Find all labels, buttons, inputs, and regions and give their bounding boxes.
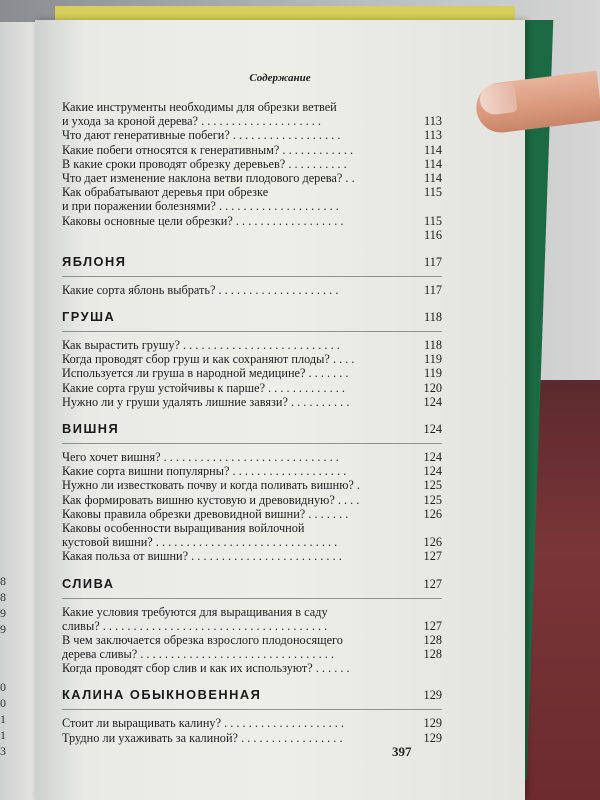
toc-entry-text: Каковы особенности выращивания войлочной xyxy=(62,520,305,535)
toc-entry-page: 117 xyxy=(424,282,442,297)
toc-entry-page: 124 xyxy=(423,464,442,479)
toc-entry-page: 119 xyxy=(424,352,442,367)
toc-entry-text: Как формировать вишню кустовую и древовидную? . . . . xyxy=(62,492,360,507)
toc-entry-text: сливы? . . . . . . . . . . . . . . . . . . . . . . . . . . . . . . . . . . . . . xyxy=(62,618,328,633)
toc-entry xyxy=(62,731,442,745)
toc-section-title: ГРУША xyxy=(62,309,116,325)
toc-entry-page: 128 xyxy=(423,647,442,662)
toc-entry-text: Трудно ли ухаживать за калиной? . . . . . . . . . . . . . . . . . xyxy=(62,730,343,745)
toc-entry xyxy=(62,549,442,563)
toc-entry xyxy=(62,619,442,633)
toc-entry-page: 114 xyxy=(424,170,442,185)
toc-entry xyxy=(62,157,442,171)
section-divider xyxy=(62,276,442,277)
toc-entry xyxy=(62,493,442,507)
toc-entry xyxy=(62,716,442,730)
toc-entry-page: 120 xyxy=(423,380,442,395)
toc-entry-text: Какие сорта груш устойчивы к парше? . . . . . . . . . . . . . xyxy=(62,380,345,395)
toc-entry-text: Каковы основные цели обрезки? . . . . . . . . . . . . . . . . . . xyxy=(62,213,344,228)
toc-entry-text: и ухода за кроной дерева? . . . . . . . . . . . . . . . . . . . . xyxy=(62,114,321,129)
toc-entry-page: 119 xyxy=(424,366,442,381)
toc-entry-text: Каковы правила обрезки древовидной вишни? . . . . . . . xyxy=(62,506,349,521)
toc-entry-text: Используется ли груша в народной медицине? . . . . . . . xyxy=(62,366,349,381)
toc-section-page: 124 xyxy=(423,422,442,436)
toc-entry-text: Какая польза от вишни? . . . . . . . . . . . . . . . . . . . . . . . . . xyxy=(62,549,342,564)
toc-section-title: КАЛИНА ОБЫКНОВЕННАЯ xyxy=(62,687,262,703)
toc-entry-text: Чего хочет вишня? . . . . . . . . . . . . . . . . . . . . . . . . . . . . . xyxy=(62,450,339,464)
toc-entry-page: 125 xyxy=(423,478,442,493)
toc-entry xyxy=(62,521,442,535)
toc-entry xyxy=(62,283,442,297)
toc-entry-text: Нужно ли известковать почву и когда поливать вишню? . xyxy=(62,478,360,493)
toc-entry-text: Когда проводят сбор груш и как сохраняют плоды? . . . . xyxy=(62,352,355,367)
left-page-number: 1 xyxy=(0,728,6,742)
toc-entry-text: дерева сливы? . . . . . . . . . . . . . . . . . . . . . . . . . . . . . . . . xyxy=(62,647,334,662)
toc-entry-page: 124 xyxy=(423,394,442,409)
toc-entry-page: 127 xyxy=(423,549,442,564)
toc-entry xyxy=(62,185,442,199)
toc-entry-text: Нужно ли у груши удалять лишние завязи? . . . . . . . . . . xyxy=(62,394,350,409)
toc-entry-text: Что дают генеративные побеги? . . . . . . . . . . . . . . . . . . xyxy=(62,128,341,143)
left-page-edge xyxy=(0,22,40,800)
toc-entry-text: Стоит ли выращивать калину? . . . . . . . . . . . . . . . . . . . . xyxy=(62,716,345,731)
toc-entry-text: и при поражении болезнями? . . . . . . . . . . . . . . . . . . . . xyxy=(62,199,339,214)
toc-entry-page: 129 xyxy=(423,716,442,731)
toc-entry-text: В какие сроки проводят обрезку деревьев? . . . . . . . . . . xyxy=(62,156,347,171)
toc-entry xyxy=(62,143,442,157)
page-number: 397 xyxy=(392,744,412,759)
toc-entry xyxy=(62,633,442,647)
toc-entry xyxy=(62,535,442,549)
toc-section-page: 129 xyxy=(423,688,442,703)
toc-entry-text: Какие сорта яблонь выбрать? . . . . . . . . . . . . . . . . . . . . xyxy=(62,282,339,297)
toc-section-heading xyxy=(62,309,442,325)
toc-entry-page: 115 xyxy=(424,213,442,228)
toc-entry-text: Что дает изменение наклона ветви плодового дерева? . . xyxy=(62,170,355,185)
toc-entry-text: Какие побеги относятся к генеративным? . . . . . . . . . . . . xyxy=(62,142,354,157)
left-page-number: 0 xyxy=(0,696,6,710)
toc-entry-text: В чем заключается обрезка взрослого плодоносящего xyxy=(62,632,343,647)
toc-entry-text: Какие инструменты необходимы для обрезки ветвей xyxy=(62,100,337,114)
table-of-contents xyxy=(62,100,442,745)
toc-entry-page: 128 xyxy=(423,632,442,647)
toc-entry-text: Какие условия требуются для выращивания в саду xyxy=(62,604,328,619)
section-divider xyxy=(62,331,442,332)
toc-section-page: 117 xyxy=(424,254,442,269)
left-page-number: 9 xyxy=(0,606,6,620)
toc-section-heading xyxy=(62,576,442,592)
toc-entry-page: 125 xyxy=(423,492,442,507)
toc-section-title: ЯБЛОНЯ xyxy=(62,253,127,269)
toc-entry-page: 114 xyxy=(424,142,442,157)
toc-entry-page: 124 xyxy=(423,450,442,464)
toc-entry xyxy=(62,478,442,492)
section-divider xyxy=(62,709,442,710)
toc-entry-text: Как вырастить грушу? . . . . . . . . . . . . . . . . . . . . . . . . . . xyxy=(62,338,340,353)
left-page-number: 3 xyxy=(0,744,6,758)
toc-entry xyxy=(62,464,442,478)
toc-section-page: 127 xyxy=(423,576,442,591)
toc-entry-page: 126 xyxy=(423,506,442,521)
toc-entry xyxy=(62,605,442,619)
section-divider xyxy=(62,443,442,444)
toc-entry xyxy=(62,366,442,380)
toc-entry-page: 113 xyxy=(424,128,442,143)
toc-entry-page: 114 xyxy=(424,156,442,171)
toc-entry xyxy=(62,507,442,521)
toc-entry-text: Когда проводят сбор слив и как их используют? . . . . . . xyxy=(62,661,350,676)
left-page-number: 8 xyxy=(0,590,6,604)
toc-entry xyxy=(62,381,442,395)
toc-entry xyxy=(62,228,442,242)
section-divider xyxy=(62,598,442,599)
toc-entry xyxy=(62,647,442,661)
toc-section-title: СЛИВА xyxy=(62,575,115,591)
toc-entry xyxy=(62,171,442,185)
toc-entry-text: кустовой вишни? . . . . . . . . . . . . . . . . . . . . . . . . . . . . . . xyxy=(62,535,338,550)
toc-entry xyxy=(62,199,442,213)
toc-entry xyxy=(62,352,442,366)
toc-entry xyxy=(62,450,442,464)
toc-entry xyxy=(62,114,442,128)
toc-entry xyxy=(62,338,442,352)
toc-entry xyxy=(62,128,442,142)
toc-entry-text: Какие сорта вишни популярны? . . . . . . . . . . . . . . . . . . . xyxy=(62,464,347,479)
toc-entry xyxy=(62,214,442,228)
toc-section-heading xyxy=(62,687,442,703)
toc-entry-page: 113 xyxy=(424,114,442,129)
toc-entry-text: Как обрабатывают деревья при обрезке xyxy=(62,185,269,200)
toc-section-title: ВИШНЯ xyxy=(62,421,120,436)
toc-entry-page: 118 xyxy=(424,338,442,353)
page-header-title: Содержание xyxy=(249,72,311,84)
toc-entry xyxy=(62,100,442,114)
toc-entry xyxy=(62,661,442,675)
toc-entry-page: 115 xyxy=(424,185,442,200)
toc-entry xyxy=(62,395,442,409)
left-page-number: 8 xyxy=(0,574,6,588)
toc-entry-page: 127 xyxy=(423,618,442,633)
toc-entry-page: 126 xyxy=(423,535,442,550)
left-page-number: 0 xyxy=(0,680,6,694)
toc-entry-page: 129 xyxy=(423,730,442,745)
toc-section-heading xyxy=(62,421,442,437)
toc-section-heading xyxy=(62,254,442,270)
left-page-number: 9 xyxy=(0,622,6,636)
toc-entry-page: 116 xyxy=(424,227,442,242)
left-page-number: 1 xyxy=(0,712,6,726)
toc-section-page: 118 xyxy=(424,310,442,325)
